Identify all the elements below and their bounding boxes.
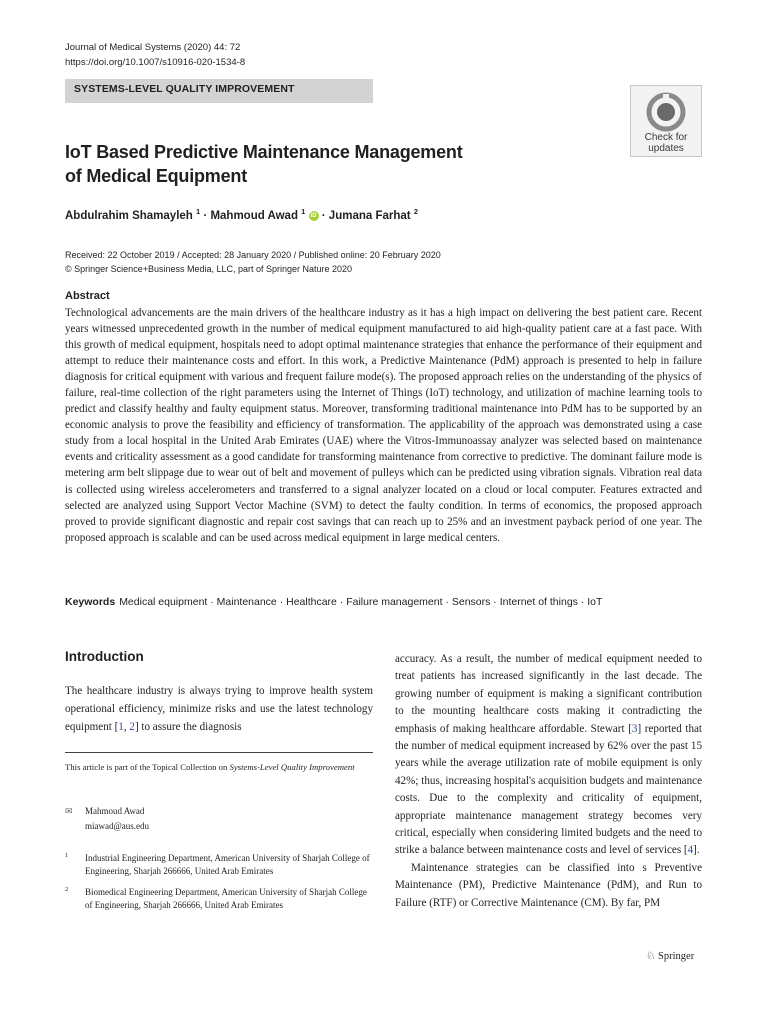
paragraph-text: The healthcare industry is always trying to improve health system operational efficiency, minimize risks and use the latest technology equipment [ — [65, 685, 373, 733]
title-line-2: of Medical Equipment — [65, 166, 248, 186]
corresponding-name: Mahmoud Awad — [85, 806, 145, 816]
author-affiliation-ref: 1 — [301, 207, 306, 216]
badge-line-2: updates — [648, 143, 684, 154]
title-line-1: IoT Based Predictive Maintenance Management — [65, 142, 463, 162]
keywords-list: Medical equipment · Maintenance · Healthcare · Failure management · Sensors · Internet of things · IoT — [119, 596, 603, 608]
doi-link[interactable]: https://doi.org/10.1007/s10916-020-1534-8 — [65, 57, 246, 68]
citation-link[interactable]: 4 — [687, 844, 694, 857]
author-separator: · — [203, 209, 208, 222]
publisher-name: Springer — [658, 951, 695, 962]
abstract-heading: Abstract — [65, 290, 110, 302]
affiliation-text: Biomedical Engineering Department, American University of Sharjah College of Engineering, Sharjah 266666, United Arab Emirates — [85, 887, 367, 910]
author-separator: · — [321, 209, 326, 222]
citation-link[interactable]: 1 — [118, 720, 124, 733]
journal-name: Journal of Medical Systems (2020) 44: 72 — [65, 42, 241, 53]
envelope-icon: ✉ — [65, 806, 73, 816]
author-name[interactable]: Mahmoud Awad — [210, 209, 298, 222]
introduction-paragraph-left — [65, 683, 373, 736]
keywords-label: Keywords — [65, 596, 116, 608]
springer-knight-icon: ♘ — [646, 951, 656, 962]
affiliation — [65, 852, 373, 878]
paragraph-text: accuracy. As a result, the number of medical equipment needed to treat patients has increased significantly in the last decade. The growing number of equipment is making a significant contribution to the mounting healthcare costs making it contradicting the emphasis of making healthcare affordable. Stewart [ — [395, 653, 702, 735]
journal-citation — [65, 40, 245, 70]
note-text: This article is part of the Topical Collection on — [65, 762, 230, 772]
publication-dates — [65, 248, 441, 276]
corresponding-author — [65, 804, 149, 834]
introduction-paragraph: Maintenance strategies can be classified into s Preventive Maintenance (PM), Predictive Maintenance (PdM), and Run to Failure (RTF) or Corrective Maintenance (CM). By far, PM — [395, 861, 702, 909]
copyright-icon: © — [65, 264, 72, 274]
citation-separator: , — [123, 720, 130, 733]
collection-name: Systems-Level Quality Improvement — [229, 762, 355, 772]
copyright-line — [65, 262, 441, 276]
affiliation-text: Industrial Engineering Department, American University of Sharjah College of Engineering, Sharjah 266666, United Arab Emirates — [85, 853, 370, 876]
check-updates-icon — [646, 92, 686, 132]
author-affiliation-ref: 2 — [413, 207, 418, 216]
orcid-icon[interactable]: iD — [310, 212, 317, 219]
paragraph-text: ] to assure the diagnosis — [134, 720, 242, 733]
corresponding-email[interactable]: miawad@aus.edu — [85, 821, 150, 831]
author-name[interactable]: Abdulrahim Shamayleh — [65, 209, 193, 222]
article-title — [65, 140, 505, 188]
introduction-paragraph — [395, 651, 702, 860]
affiliation-number: 2 — [65, 886, 69, 893]
section-banner: SYSTEMS-LEVEL QUALITY IMPROVEMENT — [65, 79, 373, 103]
introduction-right-column — [395, 651, 702, 912]
footnote-divider — [65, 752, 373, 753]
keywords-section — [65, 596, 602, 608]
introduction-heading: Introduction — [65, 649, 144, 664]
publisher-logo — [646, 950, 694, 962]
affiliation-number: 1 — [65, 852, 69, 859]
paragraph-text: ]. — [693, 844, 700, 857]
citation-link[interactable]: 3 — [631, 722, 638, 735]
author-list — [65, 207, 418, 222]
history-dates: Received: 22 October 2019 / Accepted: 28 January 2020 / Published online: 20 February 2020 — [65, 250, 441, 260]
abstract-text: Technological advancements are the main drivers of the healthcare industry as it has a high impact on delivering the best patient care. Recent years witnessed unprecedented growth in the number of medical equipment manufactured to aid high-quality patient care at a fast pace. With this growth of medical equipment, hospitals need to adopt optimal maintenance strategies that enhance the performance of their equipment and attempt to reduce their maintenance costs and effort. In this work, a Predictive Maintenance (PdM) approach is presented to help in failure diagnosis for critical equipment with various and frequent failure mode(s). The proposed approach relies on the understanding of the physics of failure, real-time collection of the right parameters using the Internet of Things (IoT) technology, and utilization of machine learning tools to predict and classify healthy and faulty equipment status. Moreover, transforming traditional maintenance into PdM has to be supported by an economic analysis to prove the feasibility and efficiency of transformation. The applicability of the approach was demonstrated using a case study from a local hospital in the United Arab Emirates (UAE) where the Vitros-Immunoassay analyzer was selected based on maintenance events and criticality assessment as a good candidate for transforming maintenance from corrective to predictive. The dominant failure mode is metering arm belt slippage due to wear out of belt and movement of pulleys which can be predicted using vibration signals. Vibration real data is collected using wireless accelerometers and transferred to a signal analyzer located on a cloud or local computer. Features extracted and selected are analyzed using Support Vector Machine (SVM) to detect the faulty condition. In terms of economics, the proposed approach proved to provide significant diagnostic and repair cost savings that can reach up to 25% and an investment payback period of one year. The proposed approach is scalable and can be used across medical equipment in large medical centers. — [65, 307, 702, 544]
affiliation — [65, 886, 373, 912]
badge-line-1: Check for — [644, 132, 688, 143]
copyright-text: Springer Science+Business Media, LLC, part of Springer Nature 2020 — [74, 264, 353, 274]
check-for-updates-badge[interactable] — [630, 85, 702, 157]
author-name[interactable]: Jumana Farhat — [328, 209, 411, 222]
paragraph-text: ] reported that the number of medical equipment increased by 62% over the past 15 years while the average utilization rate of mobile equipment is only 42%; thus, increasing hospital's acquisition budgets and maintenance costs. Due to the complexity and criticality of equipment, appropriate maintenance management strategy becomes very critical, especially when considering limited budgets and the need to strike a balance between maintenance costs and level of services [ — [395, 722, 703, 857]
topical-collection-note — [65, 760, 373, 774]
author-affiliation-ref: 1 — [196, 207, 201, 216]
citation-link[interactable]: 2 — [129, 720, 135, 733]
